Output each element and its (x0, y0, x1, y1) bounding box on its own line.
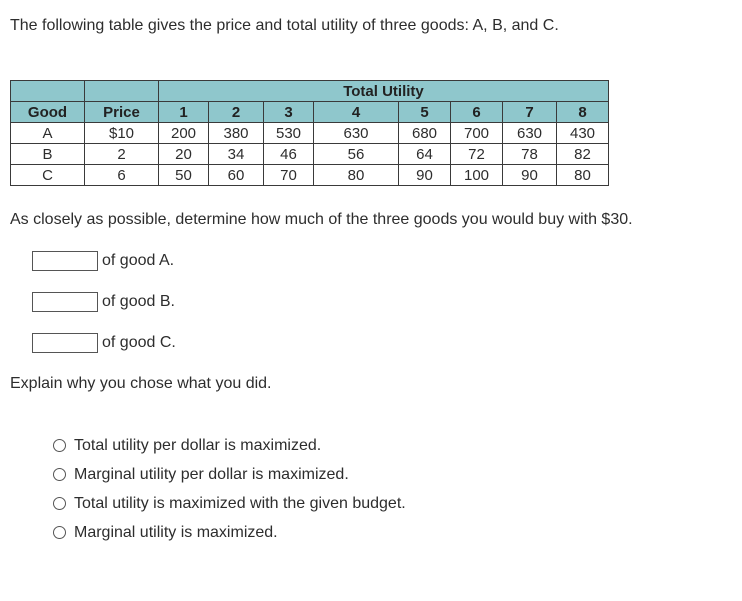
unit-header: 3 (264, 102, 314, 123)
utility-cell: 72 (451, 144, 503, 165)
good-a-quantity-input[interactable] (32, 251, 98, 271)
answer-row-good-a (32, 250, 174, 272)
option-total-utility-budget[interactable] (53, 489, 406, 518)
utility-cell: 34 (209, 144, 264, 165)
utility-cell: 90 (503, 165, 557, 186)
utility-cell: 90 (399, 165, 451, 186)
good-c-label: of good C. (102, 334, 176, 351)
utility-cell: 630 (314, 123, 399, 144)
radio-button[interactable] (53, 526, 66, 539)
intro-text: The following table gives the price and total utility of three goods: A, B, and C. (10, 17, 559, 34)
utility-cell: 20 (159, 144, 209, 165)
good-column-header: Good (11, 102, 85, 123)
total-utility-header: Total Utility (159, 81, 609, 102)
price-column-header: Price (85, 102, 159, 123)
utility-cell: 80 (557, 165, 609, 186)
option-marginal-utility-maximized[interactable] (53, 518, 406, 547)
option-label: Total utility per dollar is maximized. (74, 436, 322, 454)
unit-header: 4 (314, 102, 399, 123)
utility-cell: 56 (314, 144, 399, 165)
header-blank-good (11, 81, 85, 102)
explain-prompt: Explain why you chose what you did. (10, 375, 272, 392)
price-cell: $10 (85, 123, 159, 144)
utility-cell: 64 (399, 144, 451, 165)
radio-button[interactable] (53, 497, 66, 510)
good-c-quantity-input[interactable] (32, 333, 98, 353)
unit-header: 6 (451, 102, 503, 123)
question-text: As closely as possible, determine how much of the three goods you would buy with $30. (10, 211, 633, 228)
radio-button[interactable] (53, 468, 66, 481)
utility-cell: 70 (264, 165, 314, 186)
good-cell: C (11, 165, 85, 186)
good-cell: B (11, 144, 85, 165)
good-b-quantity-input[interactable] (32, 292, 98, 312)
radio-button[interactable] (53, 439, 66, 452)
option-marginal-utility-per-dollar[interactable] (53, 460, 406, 489)
unit-header: 5 (399, 102, 451, 123)
answer-row-good-c (32, 332, 176, 354)
option-label: Marginal utility per dollar is maximized. (74, 465, 349, 483)
table-row (11, 123, 609, 144)
utility-cell: 78 (503, 144, 557, 165)
option-label: Marginal utility is maximized. (74, 523, 278, 541)
utility-cell: 430 (557, 123, 609, 144)
header-blank-price (85, 81, 159, 102)
utility-cell: 380 (209, 123, 264, 144)
unit-header: 2 (209, 102, 264, 123)
utility-cell: 82 (557, 144, 609, 165)
utility-cell: 60 (209, 165, 264, 186)
good-a-label: of good A. (102, 252, 175, 269)
utility-cell: 50 (159, 165, 209, 186)
answer-row-good-b (32, 291, 175, 313)
unit-header: 8 (557, 102, 609, 123)
utility-cell: 46 (264, 144, 314, 165)
utility-cell: 630 (503, 123, 557, 144)
utility-cell: 100 (451, 165, 503, 186)
explanation-options (53, 431, 406, 547)
utility-cell: 80 (314, 165, 399, 186)
option-label: Total utility is maximized with the given budget. (74, 494, 406, 512)
unit-header: 7 (503, 102, 557, 123)
unit-header: 1 (159, 102, 209, 123)
utility-cell: 200 (159, 123, 209, 144)
option-total-utility-per-dollar[interactable] (53, 431, 406, 460)
utility-cell: 700 (451, 123, 503, 144)
utility-cell: 680 (399, 123, 451, 144)
good-cell: A (11, 123, 85, 144)
table-row (11, 144, 609, 165)
price-cell: 6 (85, 165, 159, 186)
table-row (11, 165, 609, 186)
utility-table (10, 80, 609, 186)
price-cell: 2 (85, 144, 159, 165)
utility-cell: 530 (264, 123, 314, 144)
good-b-label: of good B. (102, 293, 175, 310)
